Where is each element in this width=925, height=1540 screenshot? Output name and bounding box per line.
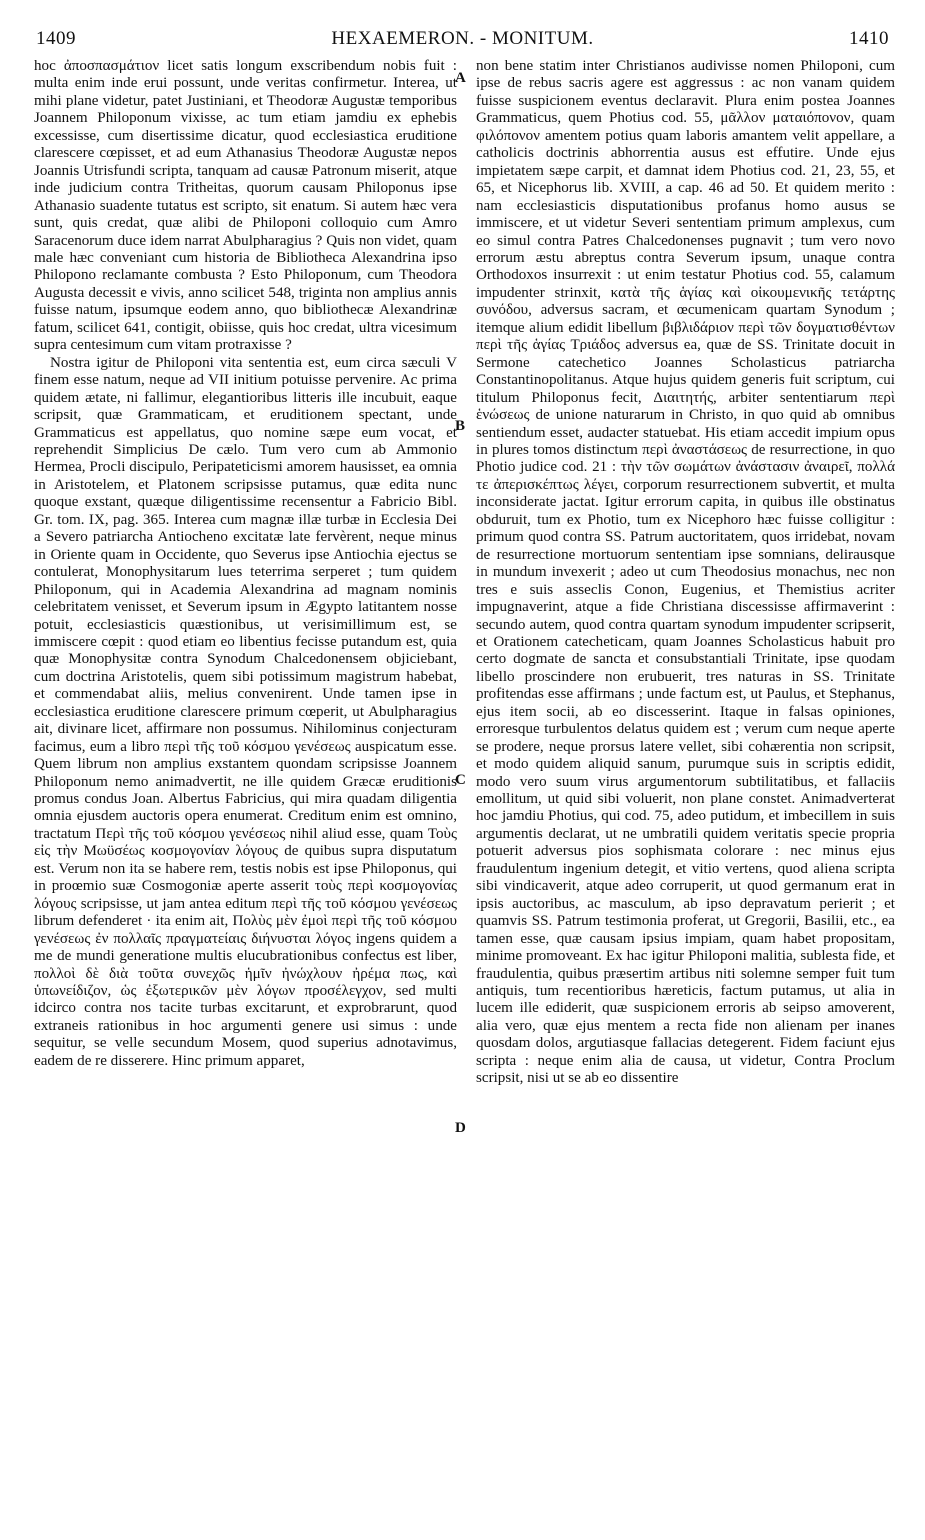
left-column	[34, 58, 457, 1528]
margin-letter-a: A	[455, 70, 466, 86]
margin-letter-d: D	[455, 1120, 466, 1136]
left-paragraph-2: Nostra igitur de Philoponi vita sententia est, eum circa sæculi V finem esse natum, neque ad VII initium potuisse pervenire. Ac prima quidem ætate, ni fallimur, elegantioribus litteris ille incubuit, eaque scripsit, quæ Grammaticam, et eruditionem spectant, unde Grammaticus est appellatus, quo nomine sæpe eum vocat, et reprehendit Simplicius De cælo. Tum vero cum ab Ammonio Hermea, Procli discipulo, Peripateticismi amorem hausisset, ea omnia in Aristotelem, et Platonem scripsisse putamus, quæ edita nunc quoque exstant, quæque diligentissime recensentur a Fabricio Bibl. Gr. tom. IX, pag. 365. Interea cum magnæ illæ turbæ in Ecclesia Dei a Severo patriarcha Antiocheno excitatæ late fervèrent, neque minus in Oriente quam in Occidente, quo Severus ipse Antiochia ejectus se contulerat, Monophysitarum lues teterrima serperet ; tum quidem Philoponum, qui in Academia Alexandrina ad magnam nominis celebritatem venisset, et Severum ipsum in Ægypto latitantem nosse potuit, ecclesiasticis quæstionibus, ut verisimillimum est, se immiscere cœpit : quod etiam eo libentius fecisse putandum est, quia quæ Monophysitæ contra Synodum Chalcedonensem objiciebant, cum doctrina Aristotelis, quem sibi potissimum magistrum habebat, et commendabat aliis, melius convenirent. Unde tamen ipse in ecclesiastica eruditione clarescere primum cœperit, ut Abulpharagius ait, divinare licet, affirmare non possumus. Nihilominus conjecturam facimus, eum a libro περὶ τῆς τοῦ κόσμου γενέσεως auspicatum esse. Quem librum non amplius exstantem quondam scripsisse Joannem Philoponum nemo animadvertit, ne ille quidem Græcæ eruditionis promus condus Joan. Albertus Fabricius, qui mira quadam diligentia omnia ejusdem auctoris opera enumerat. Creditum enim est omnino, tractatum Περὶ τῆς τοῦ κόσμου γενέσεως nihil aliud esse, quam Τοὺς εἰς τὴν Μωϋσέως κοσμογονίαν λόγους de quibus supra disputatum est. Verum non ita se habere rem, testis nobis est ipse Philoponus, qui in proœmio suæ Cosmogoniæ aperte asserit τοὺς περὶ κοσμογονίας λόγους scripsisse, ut jam antea editum περὶ τῆς τοῦ κόσμου γενέσεως librum defenderet · ita enim ait, Πολὺς μὲν ἐμοὶ περὶ τῆς τοῦ κόσμου γενέσεως ἐν πολλαῖς πραγματείαις διήνυσται λόγος ingens quidem a me de mundi generatione multis elucubrationibus confectus est liber, πολλοὶ δὲ διὰ τοῦτα συνεχῶς ἡμῖν ἠνώχλουν ἠρέμα πως, καὶ ὑπωνείδιζον, ὡς ἐξωτερικῶν μὲν λόγων προσέλεγχον, sed multi idcirco contra nos tacite turbas excitarunt, et exprobrarunt, quod extraneis rationibus in hoc argumenti genere usi simus : unde sequitur, se velle secundum Mosem, quod superius adnotavimus, eadem de re disserere. Hinc primum apparet,	[34, 354, 457, 1069]
margin-letter-b: B	[455, 418, 466, 434]
running-header	[30, 28, 895, 50]
page-number-right: 1410	[849, 28, 889, 49]
left-paragraph-1: hoc ἀποσπασμάτιον licet satis longum exscribendum nobis fuit : multa enim inde erui possunt, unde veritas confirmetur. Interea, ut mihi plane videtur, patet Justiniani, et Theodoræ Augustæ temporibus Joannem Philoponum vixisse, ac tum etiam jamdiu ex ephebis excessisse, cum disertissime dicatur, quod ecclesiastica eruditione clarescere cœpisset, et ad eum Athanasius Theodoræ Augustæ nepos Joannis Utrisfundi scripta, tanquam ad causæ Patronum miserit, atque inde judicium contra Tritheitas, quorum causam Philoponus ipse Athanasio suadente tutatus est scripto, sit enatum. Si autem hæc vera sunt, quis credat, quæ alibi de Philoponi colloquio cum Amro Saracenorum duce idem narrat Abulpharagius ? Quis non videt, quam male hæc conveniant cum historia de Bibliotheca Alexandrina ipso Philopono reclamante combusta ? Esto Philoponum, cum Theodora Augusta decessit e vivis, anno scilicet 548, triginta non amplius annis fuisse natum, ipsumque eodem anno, quo bibliothecæ Alexandrinæ fatum, scilicet 641, contigit, obiisse, quis hoc credat, ultra vicesimum supra centesimum cum vitam protraxisse ?	[34, 58, 457, 354]
right-column	[476, 58, 895, 1528]
page-number-left: 1409	[36, 28, 76, 49]
running-title: HEXAEMERON. - MONITUM.	[331, 28, 594, 49]
margin-letter-c: C	[455, 772, 466, 788]
right-paragraph-1: non bene statim inter Christianos audivisse nomen Philoponi, cum ipse de rebus sacris agere est aggressus : ac non vanam quidem fuisse suspicionem eventus declaravit. Plura enim postea Joannes Grammaticus, quem Photius cod. 55, μᾶλλον ματαιόπονον, quam φιλόπονον amentem potius quam laboris amantem velit appellare, a catholicis doctrinis abhorrentia ausus est effutire. Unde ejus impietatem sæpe carpit, et damnat idem Photius cod. 21, 23, 55, et 65, et Nicephorus lib. XVIII, a cap. 46 ad 50. Et quidem merito : nam ecclesiasticis disputationibus profanus homo ausus se immiscere, et ut videtur Severi sententiam primum amplexus, cum eo simul contra Patres Chalcedonenses pugnavit ; tum vero novo errorum æstu abreptus contra Severum ipsum, unaque contra Orthodoxos insurrexit : ut enim testatur Photius cod. 55, calamum impudenter strinxit, κατὰ τῆς ἁγίας καὶ οἰκουμενικῆς τετάρτης συνόδου, adversus sacram, et œcumenicam quartam Synodum ; itemque alium edidit libellum βιβλιδάριον περὶ τῶν δογματισθέντων περὶ τῆς ἁγίας Τριάδος adversus ea, quæ de SS. Trinitate docuit in Sermone catechetico Joannes Scholasticus patriarcha Constantinopolitanus. Atque hujus quidem generis fuit scriptum, cui titulum Philoponus fecit, Διαιτητής, arbiter sententiarum περὶ ἑνώσεως de unione naturarum in Christo, in quo quid ab omnibus sentiendum esset, audacter statuebat. His etiam accedit impium opus in plures tomos distinctum περὶ ἀναστάσεως de resurrectione, in quo Photio judice cod. 21 : τὴν τῶν σωμάτων ἀνάστασιν ἀναιρεῖ, πολλά τε ἀπερισκέπτως λέγει, corporum resurrectionem subvertit, et multa inconsiderate jactat. Igitur errorum capita, in quibus ille obstinatus obduruit, tum ex Photio, tum ex Nicephoro hæc fuisse colligitur : primum quod contra SS. Patrum auctoritatem, quos irridebat, novam de resurrectione mortuorum sententiam ipse somnians, delirausque in mundum invexerit ; adeo ut cum Theodosius monachus, nec non tres e suis asseclis Conon, Eugenius, et Themistius acriter impugnaverint, atque a fide Christiana discessisse affirmaverint : secundo autem, quod contra quartam synodum impudenter scripserit, et Orationem catecheticam, quam Joannes Scholasticus habuit pro certo dogmate de sancta et consubstantiali Trinitate, ipse quodam libello proscindere non erubuerit, tres naturas in SS. Trinitate profitendas esse affirmans ; unde factum est, ut Paulus, et Stephanus, ejus item socii, ab eo discesserint. Itaque in falsas opiniones, erroresque turbulentos delatus quidem est ; verum cum neque aperte se prodere, neque prorsus latere vellet, sibi cohærentia non scripsit, et modo quidem aliquid sanum, purumque suis in scriptis edidit, modo vero suum virus argumentorum subtilitatibus, et fallaciis emollitum, ut quid sibi voluerit, non plane constet. Animadverterat hoc jamdiu Photius, qui cod. 75, adeo putidum, et imbecillem in suis argumentis declarat, ut ne umbratili quidem veritatis specie propria potuerit adversus pios sophismata colorare : nec minus ejus fraudulentum ingenium detegit, et vitio vertens, quod aliena scripta sibi vindicaverit, atque adeo corruperit, ut quod germanum erat in ipsis auctoribus, ac masculum, ab ipso depravatum perierit ; et quamvis SS. Patrum testimonia proferat, ut Gregorii, Basilii, etc., ea tamen esse, quæ causam ipsius impiam, quam habet propositam, minime promoveant. Ex hac igitur Philoponi malitia, sublesta fide, et fraudulentia, quibus præsertim artibus niti solemne semper fuit tum antiquis, tum recentioribus hæreticis, factum putamus, ut alia in lucem ille ediderit, quæ suspicionem erroris ab seipso amoverent, alia vero, quæ ejus mentem a recta fide non alienam per inanes quosdam dolos, argutiasque fallacias detegerent. Fidem faciunt ejus scripta : neque enim alia de causa, ut videtur, Contra Proclum scripsit, nisi ut se ab eo dissentire	[476, 58, 895, 1087]
